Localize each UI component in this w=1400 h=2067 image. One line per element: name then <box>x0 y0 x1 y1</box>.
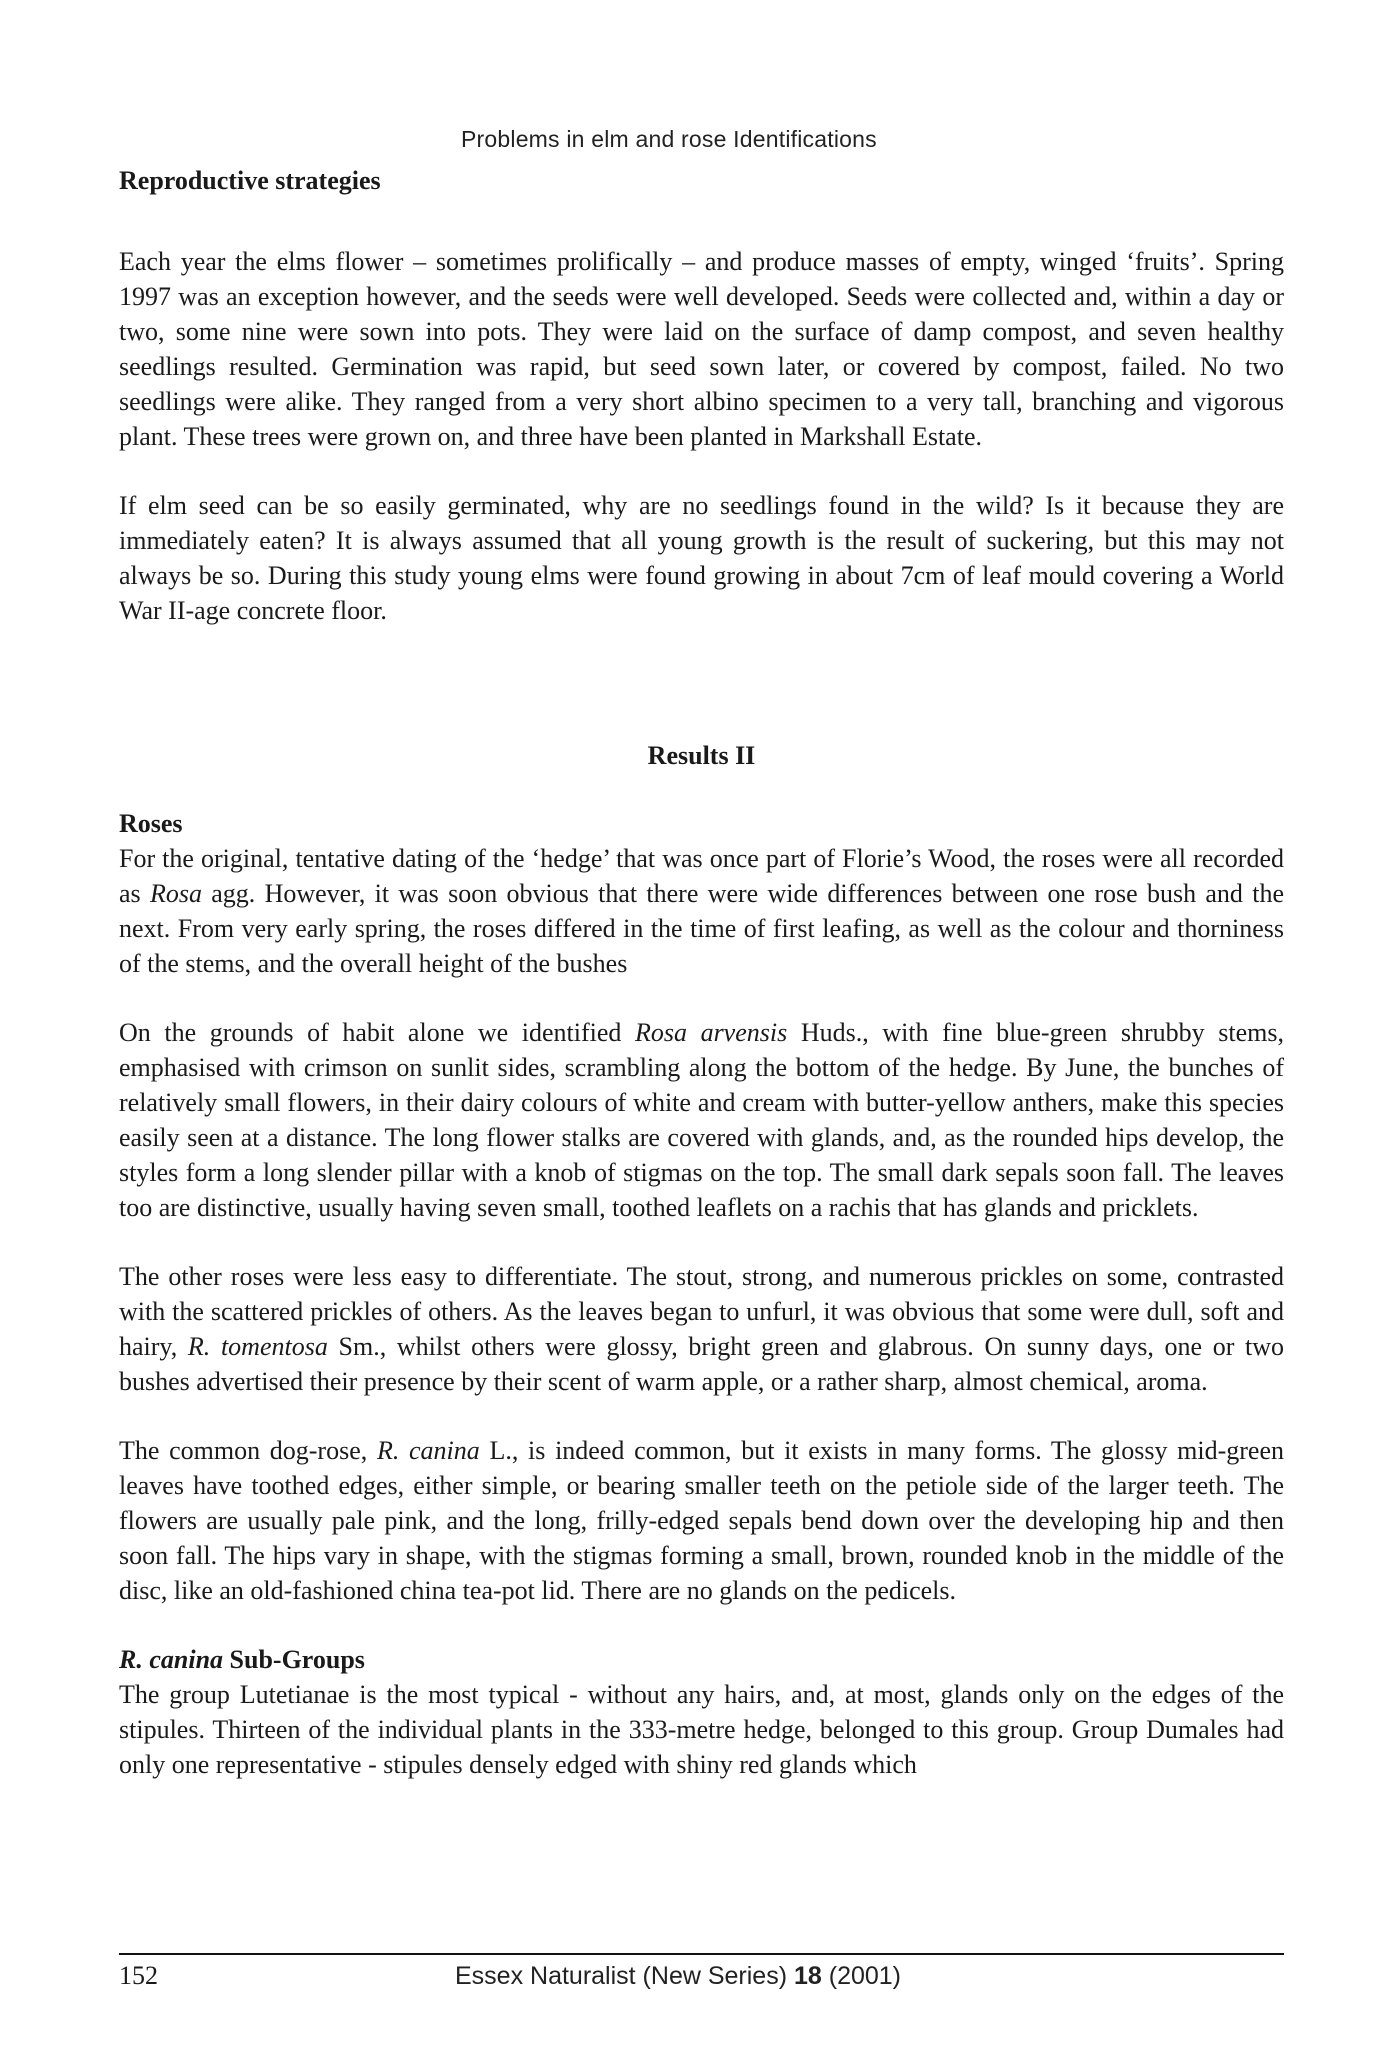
roses-heading: Roses <box>119 809 183 838</box>
results-section <box>119 738 1284 1782</box>
page-number: 152 <box>119 1961 158 1990</box>
running-header: Problems in elm and rose Identifications <box>461 126 877 152</box>
reproductive-heading: Reproductive strategies <box>119 166 381 195</box>
results-heading: Results II <box>647 741 756 770</box>
roses-paragraph-4: The common dog-rose, R. canina L., is indeed common, but it exists in many forms. The glossy mid-green leaves have toothed edges, either simple, or bearing smaller teeth on the petiole side of the larger teeth. The flowers are usually pale pink, and the long, frilly-edged sepals bend down over the developing hip and then soon fall. The hips vary in shape, with the stigmas forming a small, brown, rounded knob in the middle of the disc, like an old-fashioned china tea-pot lid. There are no glands on the pedicels. <box>119 1436 1285 1605</box>
reproductive-section <box>119 163 1284 628</box>
journal-citation: Essex Naturalist (New Series) 18 (2001) <box>455 1962 902 1990</box>
reproductive-paragraph-2: If elm seed can be so easily germinated, why are no seedlings found in the wild? Is it because they are immediately eaten? It is always assumed that all young growth is the result of suckering, but this may not always be so. During this study young elms were found growing in about 7cm of leaf mould covering a World War II-age concrete floor. <box>119 491 1284 625</box>
footer-rule <box>119 1953 1284 1955</box>
reproductive-paragraph-1: Each year the elms flower – sometimes prolifically – and produce masses of empty, winged ‘fruits’. Spring 1997 was an exception however, and the seeds were well developed. Seeds were collected and, within a day or two, some nine were sown into pots. They were laid on the surface of damp compost, and seven healthy seedlings resulted. Germination was rapid, but seed sown later, or covered by compost, failed. No two seedlings were alike. They ranged from a very short albino specimen to a very tall, branching and vigorous plant. These trees were grown on, and three have been planted in Markshall Estate. <box>119 247 1284 451</box>
canina-subgroups-heading: R. canina Sub-Groups <box>119 1645 365 1674</box>
roses-paragraph-3: The other roses were less easy to differentiate. The stout, strong, and numerous prickles on some, contrasted with the scattered prickles of others. As the leaves began to unfurl, it was obvious that some were dull, soft and hairy, R. tomentosa Sm., whilst others were glossy, bright green and glabrous. On sunny days, one or two bushes advertised their presence by their scent of warm apple, or a rather sharp, almost chemical, aroma. <box>119 1262 1285 1396</box>
roses-paragraph-2: On the grounds of habit alone we identified Rosa arvensis Huds., with fine blue-green shrubby stems, emphasised with crimson on sunlit sides, scrambling along the bottom of the hedge. By June, the bunches of relatively small flowers, in their dairy colours of white and cream with butter-yellow anthers, make this species easily seen at a distance. The long flower stalks are covered with glands, and, as the rounded hips develop, the styles form a long slender pillar with a knob of stigmas on the top. The small dark sepals soon fall. The leaves too are distinctive, usually having seven small, toothed leaflets on a rachis that has glands and pricklets. <box>119 1018 1284 1222</box>
canina-subgroups-paragraph: The group Lutetianae is the most typical - without any hairs, and, at most, glands only on the edges of the stipules. Thirteen of the individual plants in the 333-metre hedge, belonged to this group. Group Dumales had only one representative - stipules densely edged with shiny red glands which <box>119 1680 1284 1779</box>
roses-paragraph-1: For the original, tentative dating of the ‘hedge’ that was once part of Florie’s Wood, the roses were all recorded as Rosa agg. However, it was soon obvious that there were wide differences between one rose bush and the next. From very early spring, the roses differed in the time of first leafing, as well as the colour and thorniness of the stems, and the overall height of the bushes <box>119 844 1284 978</box>
